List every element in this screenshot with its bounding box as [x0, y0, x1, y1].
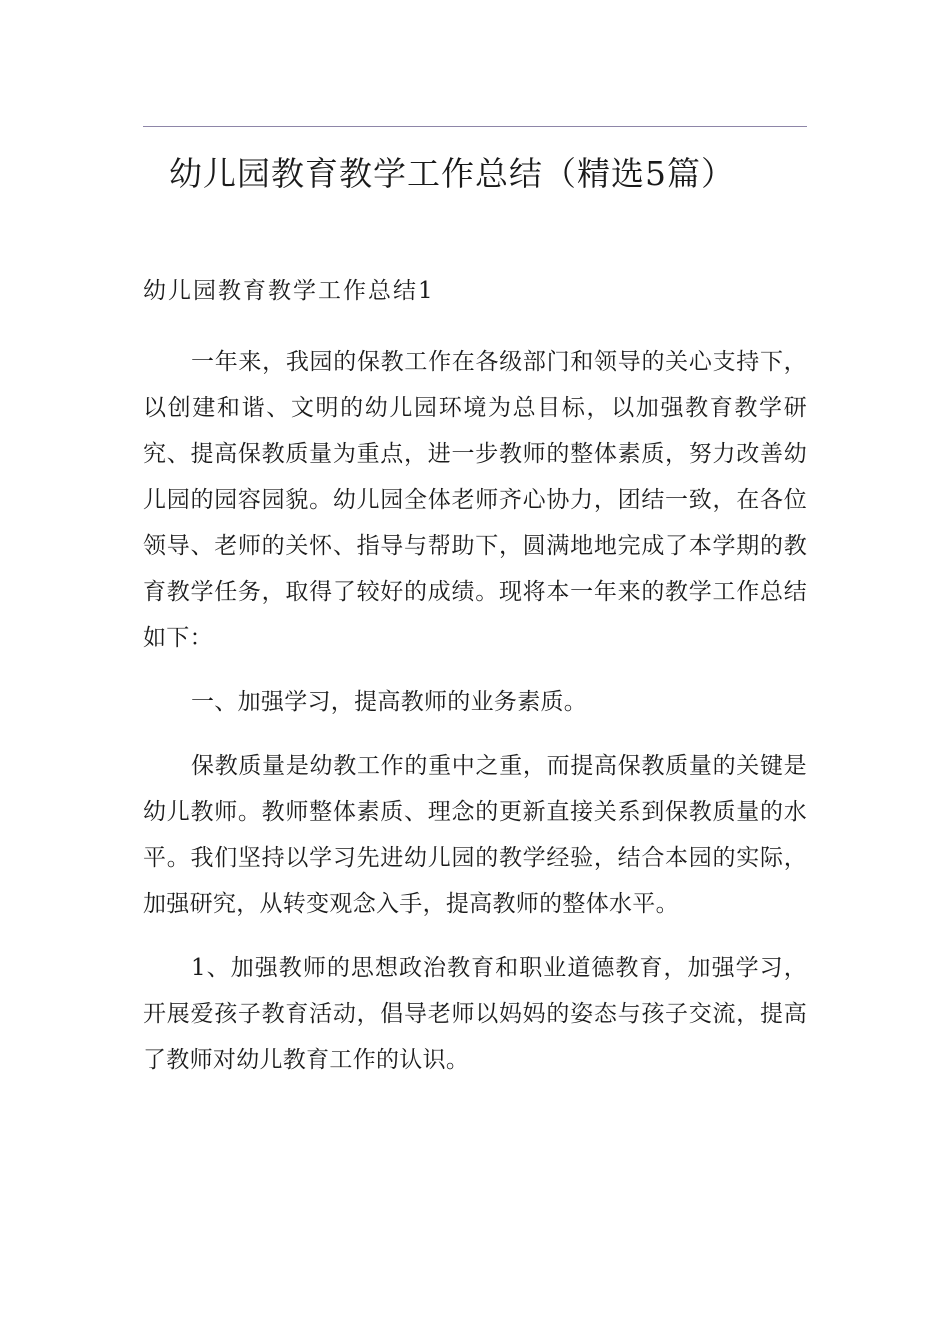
- header-rule: [143, 126, 807, 127]
- paragraph-intro: 一年来，我园的保教工作在各级部门和领导的关心支持下，以创建和谐、文明的幼儿园环境为总目标，以加强教育教学研究、提高保教质量为重点，进一步教师的整体素质，努力改善幼儿园的园容园貌。幼儿园全体老师齐心协力，团结一致，在各位领导、老师的关怀、指导与帮助下，圆满地地完成了本学期的教育教学任务，取得了较好的成绩。现将本一年来的教学工作总结如下：: [143, 349, 807, 651]
- paragraph-quality: 保教质量是幼教工作的重中之重，而提高保教质量的关键是幼儿教师。教师整体素质、理念的更新直接关系到保教质量的水平。我们坚持以学习先进幼儿园的教学经验，结合本园的实际，加强研究，从转变观念入手，提高教师的整体水平。: [143, 753, 807, 917]
- paragraph-item-1: 1、加强教师的思想政治教育和职业道德教育，加强学习，开展爱孩子教育活动，倡导老师以妈妈的姿态与孩子交流，提高了教师对幼儿教育工作的认识。: [143, 955, 807, 1073]
- document-title: 幼儿园教育教学工作总结（精选5篇）: [169, 154, 735, 193]
- paragraph-subheading-1: 一、加强学习，提高教师的业务素质。: [191, 689, 588, 715]
- section-heading: 幼儿园教育教学工作总结1: [143, 278, 435, 304]
- document-body: [143, 339, 807, 1101]
